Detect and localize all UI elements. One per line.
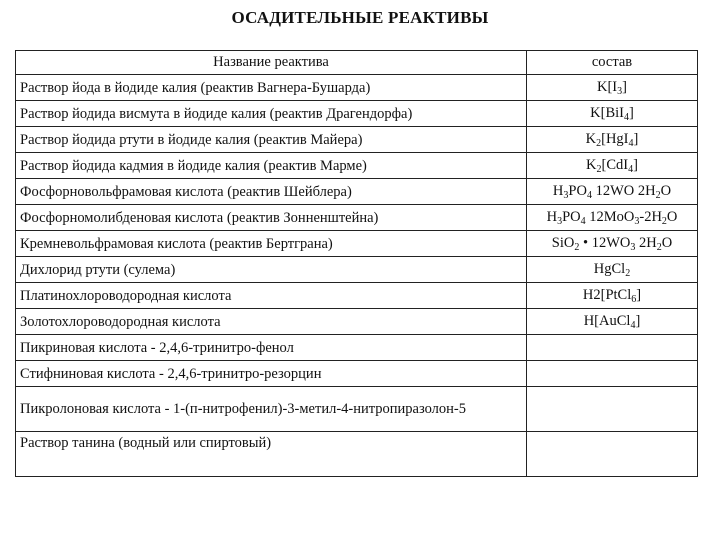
reagent-name: Стифниновая кислота - 2,4,6-тринитро-резорцин <box>16 361 527 387</box>
page-title: ОСАДИТЕЛЬНЫЕ РЕАКТИВЫ <box>231 8 489 27</box>
reagent-name: Фосфорномолибденовая кислота (реактив Зонненштейна) <box>16 205 527 231</box>
reagent-name: Фосфорновольфрамовая кислота (реактив Шейблера) <box>16 179 527 205</box>
table-row <box>16 257 698 283</box>
reagent-formula: $H_3PO_4$ 12WO $2H_2O$ <box>527 179 698 205</box>
table-row <box>16 309 698 335</box>
table-row <box>16 361 698 387</box>
reagent-formula <box>527 432 698 477</box>
reagent-name: Кремневольфрамовая кислота (реактив Бертграна) <box>16 231 527 257</box>
table-row <box>16 101 698 127</box>
table-header-row <box>16 51 698 75</box>
reagent-name: Дихлорид ртути (сулема) <box>16 257 527 283</box>
reagent-name: Раствор йодида висмута в йодиде калия (реактив Драгендорфа) <box>16 101 527 127</box>
reagent-formula <box>527 361 698 387</box>
reagent-name: Раствор танина (водный или спиртовый) <box>16 432 527 477</box>
reagent-formula: $K[I_3]$ <box>527 75 698 101</box>
table-row <box>16 432 698 477</box>
table-row <box>16 283 698 309</box>
table-row <box>16 231 698 257</box>
reagent-name: Раствор йода в йодиде калия (реактив Вагнера-Бушарда) <box>16 75 527 101</box>
reagent-name: Пикриновая кислота - 2,4,6-тринитро-фенол <box>16 335 527 361</box>
reagent-formula: H[AuCl$_4$] <box>527 309 698 335</box>
reagents-table <box>15 50 698 477</box>
reagent-formula: SiO$_2$ • $12WO_3$ $2H_2O$ <box>527 231 698 257</box>
table-row <box>16 205 698 231</box>
reagent-formula: $K_2[CdI_4]$ <box>527 153 698 179</box>
table-row <box>16 75 698 101</box>
table-row <box>16 335 698 361</box>
table-row <box>16 127 698 153</box>
reagent-formula <box>527 387 698 432</box>
reagent-name: Раствор йодида ртути в йодиде калия (реактив Майера) <box>16 127 527 153</box>
reagent-name: Золотохлороводородная кислота <box>16 309 527 335</box>
reagent-name: Раствор йодида кадмия в йодиде калия (реактив Марме) <box>16 153 527 179</box>
table-row <box>16 387 698 432</box>
reagent-formula: $K_2[HgI_4]$ <box>527 127 698 153</box>
header-name: Название реактива <box>16 51 527 75</box>
reagent-formula <box>527 335 698 361</box>
reagent-name: Пикролоновая кислота - 1-(п-нитрофенил)-3-метил-4-нитропиразолон-5 <box>16 387 527 432</box>
reagent-formula: HgCl$_2$ <box>527 257 698 283</box>
reagent-formula: H2[PtCl$_6$] <box>527 283 698 309</box>
header-composition: состав <box>527 51 698 75</box>
table-row <box>16 153 698 179</box>
reagent-formula: K[BiI$_4$] <box>527 101 698 127</box>
reagent-formula: $H_3PO_4$ $12MoO_3-2H_2O$ <box>527 205 698 231</box>
reagent-name: Платинохлороводородная кислота <box>16 283 527 309</box>
table-row <box>16 179 698 205</box>
